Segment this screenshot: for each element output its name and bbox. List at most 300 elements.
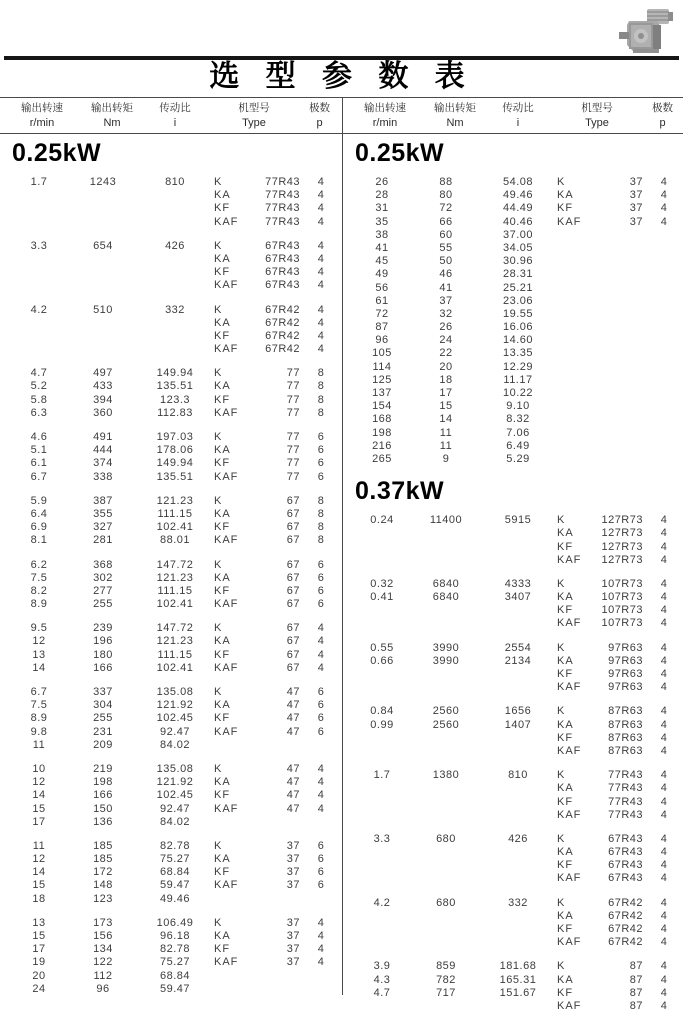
cell-output-speed: 5.1 [30, 444, 48, 457]
cell-poles: 4 [660, 999, 668, 1012]
cell-type-model: 67 [286, 534, 300, 547]
cell-output-torque [70, 216, 136, 229]
cell-poles [645, 334, 683, 347]
cell-output-speed: 8.9 [30, 598, 48, 611]
cell-type-model [595, 374, 645, 387]
table-row [343, 732, 683, 745]
cell-output-speed: 28 [375, 189, 389, 202]
parameter-block [343, 960, 683, 1013]
cell-output-torque: 9 [442, 452, 450, 465]
cell-ratio: 5.29 [506, 452, 530, 465]
cell-output-speed: 4.2 [373, 896, 391, 909]
col-header-speed [0, 100, 84, 132]
power-section-heading: 0.25kW [12, 139, 102, 167]
cell-type-prefix [214, 970, 252, 983]
cell-poles: 8 [317, 521, 325, 534]
cell-type-prefix [557, 268, 595, 281]
cell-output-speed: 13 [32, 916, 46, 929]
cell-poles [302, 739, 340, 752]
cell-ratio: 102.41 [156, 661, 194, 674]
cell-output-torque: 15 [439, 400, 453, 413]
cell-type-prefix: KA [214, 571, 231, 584]
col-header-speed-zh: 输出转速 [21, 102, 63, 114]
table-row [0, 840, 341, 853]
cell-ratio: 84.02 [159, 815, 191, 828]
cell-ratio: 30.96 [502, 255, 534, 268]
cell-output-speed: 6.7 [30, 470, 48, 483]
cell-type-model: 127R73 [601, 527, 643, 540]
table-row [0, 803, 341, 816]
col-header-ratio [140, 100, 210, 132]
cell-poles: 4 [660, 591, 668, 604]
cell-poles: 4 [660, 769, 668, 782]
cell-type-prefix: KF [557, 604, 574, 617]
cell-ratio: 92.47 [159, 725, 191, 738]
cell-type-model: 107R73 [601, 604, 643, 617]
table-row [0, 304, 341, 317]
cell-output-speed [351, 668, 413, 681]
cell-output-torque: 374 [93, 457, 113, 470]
cell-ratio [136, 317, 214, 330]
col-header-speed-zh: 输出转速 [364, 102, 406, 114]
cell-type-prefix: KF [557, 540, 574, 553]
cell-poles: 4 [317, 930, 325, 942]
cell-poles: 8 [317, 367, 325, 380]
cell-output-torque [413, 923, 479, 936]
col-header-poles [298, 100, 341, 132]
cell-output-speed: 0.99 [370, 718, 394, 731]
cell-output-torque: 96 [96, 982, 110, 995]
table-row [0, 559, 341, 572]
cell-poles: 4 [317, 776, 325, 789]
cell-output-speed: 4.2 [30, 303, 48, 316]
cell-ratio [479, 1000, 557, 1013]
cell-output-torque: 50 [439, 255, 453, 268]
cell-ratio: 102.45 [156, 712, 194, 725]
cell-type-prefix: KF [214, 584, 231, 597]
cell-output-speed: 72 [375, 307, 389, 320]
cell-type-model: 37 [286, 943, 300, 956]
cell-ratio: 121.23 [156, 571, 194, 584]
table-row [343, 987, 683, 1000]
cell-type-prefix [214, 983, 252, 996]
cell-ratio: 121.92 [156, 776, 194, 789]
col-header-type-zh: 机型号 [238, 102, 270, 114]
cell-type-prefix: K [214, 494, 223, 507]
cell-poles: 4 [317, 661, 325, 674]
cell-type-prefix [557, 361, 595, 374]
table-row [343, 668, 683, 681]
table-row [0, 917, 341, 930]
cell-ratio: 19.55 [502, 307, 534, 320]
table-row [343, 923, 683, 936]
table-row [343, 642, 683, 655]
cell-type-prefix: KAF [214, 215, 239, 228]
cell-type-model: 67R42 [608, 936, 643, 949]
cell-ratio [479, 910, 557, 923]
cell-type-prefix: KA [557, 909, 574, 922]
cell-poles: 6 [317, 558, 325, 571]
cell-type-prefix: KF [214, 393, 231, 406]
cell-poles [645, 268, 683, 281]
cell-type-prefix [557, 334, 595, 347]
cell-ratio: 82.78 [159, 839, 191, 852]
cell-output-speed: 168 [372, 413, 392, 426]
cell-output-speed: 125 [372, 373, 392, 386]
cell-output-speed [351, 732, 413, 745]
cell-ratio: 5915 [504, 514, 532, 527]
cell-ratio: 111.15 [157, 584, 193, 597]
column-headers-right [343, 100, 683, 132]
cell-output-torque: 6840 [432, 577, 460, 590]
table-row [0, 970, 341, 983]
table-row [343, 705, 683, 718]
col-header-speed [343, 100, 427, 132]
cell-type-model [595, 308, 645, 321]
cell-output-speed: 6.4 [30, 507, 48, 520]
table-row [0, 853, 341, 866]
cell-output-speed [351, 541, 413, 554]
cell-output-speed: 19 [32, 956, 46, 969]
cell-output-speed: 6.2 [30, 558, 48, 571]
cell-type-prefix [214, 893, 252, 906]
table-row [0, 444, 341, 457]
table-row [0, 662, 341, 675]
cell-ratio: 49.46 [159, 892, 191, 905]
cell-output-speed: 26 [375, 176, 389, 188]
cell-output-speed: 15 [32, 879, 46, 892]
cell-type-model: 37 [629, 215, 643, 228]
table-row [343, 617, 683, 630]
cell-type-model: 77 [286, 457, 300, 470]
table-row [343, 202, 683, 215]
cell-output-torque: 387 [93, 494, 113, 507]
cell-poles: 8 [317, 507, 325, 520]
cell-poles: 4 [660, 604, 668, 617]
cell-output-speed: 20 [32, 969, 46, 982]
cell-poles: 4 [660, 681, 668, 694]
cell-ratio: 10.22 [502, 387, 534, 399]
cell-type-model: 77 [286, 431, 300, 443]
cell-poles [645, 308, 683, 321]
cell-type-model: 67R43 [265, 252, 300, 265]
gearmotor-photo [617, 5, 675, 62]
cell-type-prefix: KAF [557, 999, 582, 1012]
cell-type-model [595, 242, 645, 255]
table-row [0, 699, 341, 712]
cell-type-prefix: KAF [214, 879, 239, 892]
cell-output-speed: 1.7 [373, 769, 391, 782]
cell-output-torque [70, 343, 136, 356]
cell-output-speed [8, 216, 70, 229]
table-row [343, 176, 683, 189]
cell-type-prefix [214, 739, 252, 752]
cell-output-speed: 7.5 [30, 699, 48, 712]
cell-poles [645, 413, 683, 426]
cell-ratio: 102.41 [156, 598, 194, 611]
cell-output-torque: 185 [93, 839, 113, 852]
cell-poles [645, 453, 683, 466]
cell-ratio [479, 846, 557, 859]
gearmotor-photo-image [617, 5, 675, 57]
cell-output-speed: 8.1 [30, 534, 48, 547]
cell-ratio [136, 202, 214, 215]
cell-ratio [479, 796, 557, 809]
cell-output-torque: 72 [439, 202, 453, 215]
cell-ratio [479, 732, 557, 745]
cell-output-torque: 281 [93, 534, 113, 547]
cell-type-prefix: KA [214, 444, 231, 457]
cell-ratio [136, 266, 214, 279]
cell-output-torque: 173 [93, 916, 113, 929]
cell-type-prefix [557, 374, 595, 387]
cell-poles [302, 816, 340, 829]
cell-type-prefix: KAF [557, 744, 582, 757]
cell-output-speed: 61 [375, 294, 389, 307]
table-row [0, 394, 341, 407]
cell-type-model: 67 [286, 598, 300, 611]
cell-type-prefix [557, 440, 595, 453]
cell-poles: 4 [317, 789, 325, 802]
cell-output-torque [413, 604, 479, 617]
cell-type-prefix: K [557, 514, 566, 527]
cell-output-speed: 12 [32, 853, 46, 866]
cell-type-model: 77 [286, 367, 300, 380]
table-row [343, 255, 683, 268]
table-row [0, 789, 341, 802]
cell-ratio [479, 923, 557, 936]
cell-ratio: 75.27 [159, 956, 191, 969]
table-row [343, 782, 683, 795]
cell-output-torque: 444 [93, 444, 113, 457]
cell-type-model: 37 [629, 189, 643, 202]
cell-ratio: 135.08 [156, 686, 194, 698]
cell-ratio: 121.23 [156, 635, 194, 648]
cell-type-model: 107R73 [601, 577, 643, 590]
cell-output-speed: 1.7 [30, 176, 48, 188]
cell-ratio: 8.32 [506, 413, 530, 426]
cell-output-speed: 8.9 [30, 712, 48, 725]
cell-ratio: 149.94 [156, 367, 194, 380]
page-title: 选 型 参 数 表 [209, 60, 474, 93]
cell-type-prefix [557, 387, 595, 400]
cell-output-torque: 20 [439, 360, 453, 373]
cell-ratio: 40.46 [502, 215, 534, 228]
cell-type-prefix: K [214, 558, 223, 571]
cell-type-model: 67R43 [608, 872, 643, 885]
parameter-block [0, 304, 341, 357]
cell-output-torque: 3990 [432, 641, 460, 654]
cell-ratio: 426 [508, 832, 528, 845]
cell-type-prefix: KF [214, 266, 231, 279]
cell-output-torque: 1380 [432, 769, 460, 782]
cell-type-model: 67 [286, 648, 300, 661]
table-row [0, 635, 341, 648]
cell-type-model: 47 [286, 776, 300, 789]
cell-output-speed: 9.5 [30, 622, 48, 635]
cell-ratio: 59.47 [159, 982, 191, 995]
cell-poles: 6 [317, 853, 325, 866]
cell-output-speed: 24 [32, 982, 46, 995]
cell-output-torque: 337 [93, 686, 113, 698]
table-row [343, 719, 683, 732]
cell-type-model [595, 413, 645, 426]
table-row [343, 809, 683, 822]
cell-type-prefix [557, 308, 595, 321]
cell-ratio: 25.21 [502, 281, 534, 294]
cell-output-torque: 1243 [89, 176, 117, 188]
cell-ratio [479, 617, 557, 630]
col-header-ratio-zh: 传动比 [159, 102, 191, 114]
table-row [0, 879, 341, 892]
cell-type-prefix: K [557, 641, 566, 654]
col-header-poles-zh: 极数 [309, 102, 330, 114]
cell-output-speed: 14 [32, 866, 46, 879]
table-row [0, 495, 341, 508]
cell-type-model [595, 400, 645, 413]
cell-poles: 8 [317, 393, 325, 406]
cell-ratio: 9.10 [506, 400, 530, 413]
cell-ratio: 151.67 [499, 986, 537, 999]
cell-type-model: 47 [286, 725, 300, 738]
cell-poles: 6 [317, 584, 325, 597]
cell-ratio: 7.06 [506, 426, 530, 439]
cell-type-model: 67 [286, 571, 300, 584]
cell-type-model: 87 [629, 973, 643, 986]
cell-type-prefix [557, 347, 595, 360]
cell-output-torque: 88 [439, 176, 453, 188]
col-header-ratio-unit: i [516, 117, 520, 129]
cell-output-speed [8, 202, 70, 215]
cell-poles [645, 255, 683, 268]
col-header-torque [84, 100, 140, 132]
cell-type-prefix: KAF [214, 406, 239, 419]
cell-ratio: 75.27 [159, 853, 191, 866]
cell-output-speed: 14 [32, 789, 46, 802]
cell-poles [302, 970, 340, 983]
cell-type-prefix: K [214, 239, 223, 252]
cell-type-prefix: KAF [557, 617, 582, 630]
cell-type-prefix: KF [557, 668, 574, 680]
cell-poles: 4 [660, 718, 668, 731]
cell-type-prefix: K [557, 577, 566, 590]
cell-output-torque: 17 [439, 387, 453, 399]
cell-poles: 6 [317, 879, 325, 892]
cell-output-torque [70, 253, 136, 266]
cell-poles [645, 400, 683, 413]
table-row [343, 347, 683, 360]
cell-output-torque: 11 [439, 426, 453, 439]
parameter-block [343, 642, 683, 695]
cell-type-prefix: KA [214, 635, 231, 648]
table-row [0, 380, 341, 393]
cell-type-model: 67R43 [608, 846, 643, 859]
cell-type-prefix: KF [214, 712, 231, 725]
cell-output-torque: 46 [439, 268, 453, 281]
cell-type-model [595, 361, 645, 374]
cell-poles: 6 [317, 725, 325, 738]
cell-type-model: 67R42 [608, 909, 643, 922]
table-row [343, 413, 683, 426]
col-header-poles-unit: p [659, 117, 666, 129]
cell-output-speed: 15 [32, 802, 46, 815]
cell-type-model: 77R43 [608, 795, 643, 808]
cell-output-speed [351, 859, 413, 872]
table-row [343, 308, 683, 321]
cell-output-torque: 11 [439, 439, 453, 452]
cell-ratio [136, 253, 214, 266]
cell-output-speed: 4.3 [373, 973, 391, 986]
cell-output-speed: 3.9 [373, 960, 391, 973]
cell-poles: 4 [660, 936, 668, 949]
cell-type-prefix [557, 242, 595, 255]
cell-ratio [479, 554, 557, 567]
table-row [0, 266, 341, 279]
cell-output-speed [351, 604, 413, 617]
cell-output-torque: 22 [439, 347, 453, 360]
cell-type-prefix [557, 427, 595, 440]
cell-type-model [595, 440, 645, 453]
cell-ratio: 44.49 [502, 202, 534, 215]
cell-output-torque: 156 [93, 930, 113, 942]
cell-type-prefix: KA [214, 189, 231, 202]
table-row [343, 655, 683, 668]
cell-ratio [136, 216, 214, 229]
cell-output-speed [351, 681, 413, 694]
cell-output-torque: 497 [93, 367, 113, 380]
cell-output-torque [413, 541, 479, 554]
cell-output-speed: 3.3 [30, 239, 48, 252]
cell-type-model: 67 [286, 661, 300, 674]
cell-output-torque [413, 668, 479, 681]
cell-poles: 4 [317, 762, 325, 775]
parameter-block [343, 833, 683, 886]
cell-output-torque: 166 [93, 789, 113, 802]
table-row [0, 343, 341, 356]
cell-poles: 4 [660, 705, 668, 718]
cell-type-prefix: KAF [557, 681, 582, 694]
cell-poles: 4 [317, 802, 325, 815]
cell-type-model [595, 347, 645, 360]
cell-poles: 4 [660, 553, 668, 566]
cell-type-model: 37 [629, 176, 643, 188]
cell-ratio: 23.06 [502, 294, 534, 307]
cell-type-model: 47 [286, 802, 300, 815]
cell-output-speed: 137 [372, 387, 392, 399]
cell-poles: 4 [317, 622, 325, 635]
cell-output-speed: 38 [375, 228, 389, 241]
cell-output-torque: 6840 [432, 591, 460, 604]
cell-poles: 8 [317, 406, 325, 419]
parameter-block [0, 495, 341, 548]
table-row [343, 936, 683, 949]
cell-output-speed: 4.7 [373, 986, 391, 999]
cell-output-speed [351, 796, 413, 809]
table-row [0, 457, 341, 470]
cell-poles: 6 [317, 699, 325, 712]
cell-output-torque: 255 [93, 598, 113, 611]
cell-poles [302, 983, 340, 996]
cell-poles [645, 282, 683, 295]
table-row [343, 334, 683, 347]
cell-output-speed [351, 554, 413, 567]
parameter-block [343, 897, 683, 950]
table-row [343, 872, 683, 885]
table-row [343, 216, 683, 229]
cell-output-torque: 355 [93, 507, 113, 520]
cell-type-model: 77R43 [265, 189, 300, 202]
parameter-block [343, 578, 683, 631]
